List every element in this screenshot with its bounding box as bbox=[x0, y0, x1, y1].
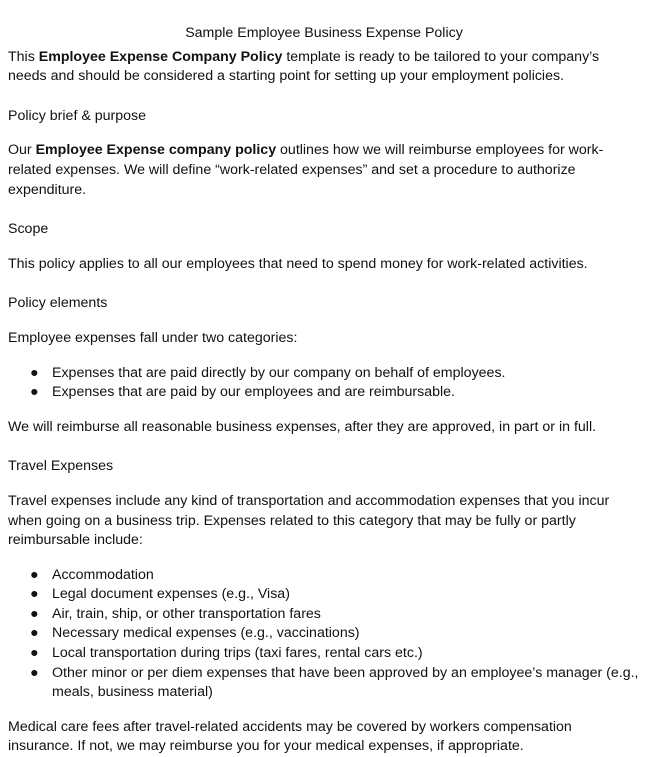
travel-list bbox=[8, 566, 640, 703]
bullet-icon: ● bbox=[30, 566, 39, 583]
bullet-icon: ● bbox=[30, 364, 39, 381]
bullet-icon: ● bbox=[30, 625, 39, 642]
bullet-icon: ● bbox=[30, 664, 39, 681]
bullet-icon: ● bbox=[30, 645, 39, 662]
list-item: ● Legal document expenses (e.g., Visa) bbox=[30, 585, 640, 605]
list-item: ● Expenses that are paid directly by our company on behalf of employees. bbox=[30, 364, 640, 384]
list-item: ● Air, train, ship, or other transportation fares bbox=[30, 605, 640, 625]
scope-heading: Scope bbox=[8, 221, 49, 238]
bullet-icon: ● bbox=[30, 384, 39, 401]
elements-heading: Policy elements bbox=[8, 295, 108, 312]
travel-intro: Travel expenses include any kind of transportation and accommodation expenses that you incur when going on a business trip. Expenses related to this category that may be fully or partly reimbursable include: bbox=[8, 492, 610, 549]
elements-intro: Employee expenses fall under two categories: bbox=[8, 329, 298, 346]
list-item: ● Necessary medical expenses (e.g., vaccinations) bbox=[30, 624, 640, 644]
travel-heading: Travel Expenses bbox=[8, 458, 114, 475]
elements-list bbox=[8, 364, 640, 403]
purpose-text-1: Our bbox=[8, 142, 36, 159]
purpose-heading: Policy brief & purpose bbox=[8, 107, 147, 124]
purpose-paragraph bbox=[8, 141, 640, 200]
list-item: ● Local transportation during trips (taxi fares, rental cars etc.) bbox=[30, 644, 640, 664]
intro-paragraph bbox=[8, 48, 640, 87]
list-item: ● Expenses that are paid by our employees and are reimbursable. bbox=[30, 383, 640, 403]
elements-outro: We will reimburse all reasonable business expenses, after they are approved, in part or in full. bbox=[8, 418, 597, 435]
intro-text-2: template is ready to be tailored to your company’s needs and should be considered a starting point for setting up your employment policies. bbox=[8, 48, 600, 85]
document-title: Sample Employee Business Expense Policy bbox=[185, 25, 463, 41]
purpose-text-2: outlines how we will reimburse employees for work-related expenses. We will define “work-related expenses” and set a procedure to authorize expenditure. bbox=[8, 142, 604, 198]
list-item: ● Accommodation bbox=[30, 566, 640, 586]
bullet-icon: ● bbox=[30, 586, 39, 603]
bullet-icon: ● bbox=[30, 605, 39, 622]
scope-paragraph: This policy applies to all our employees that need to spend money for work-related activities. bbox=[8, 255, 588, 272]
travel-outro: Medical care fees after travel-related accidents may be covered by workers compensation insurance. If not, we may reimburse you for your medical expenses, if appropriate. bbox=[8, 718, 572, 755]
purpose-bold: Employee Expense company policy bbox=[35, 142, 277, 159]
intro-bold: Employee Expense Company Policy bbox=[38, 48, 283, 65]
list-item: ● Other minor or per diem expenses that have been approved by an employee’s manager (e.g., meals, business material) bbox=[30, 664, 639, 701]
intro-text-1: This bbox=[8, 48, 39, 65]
